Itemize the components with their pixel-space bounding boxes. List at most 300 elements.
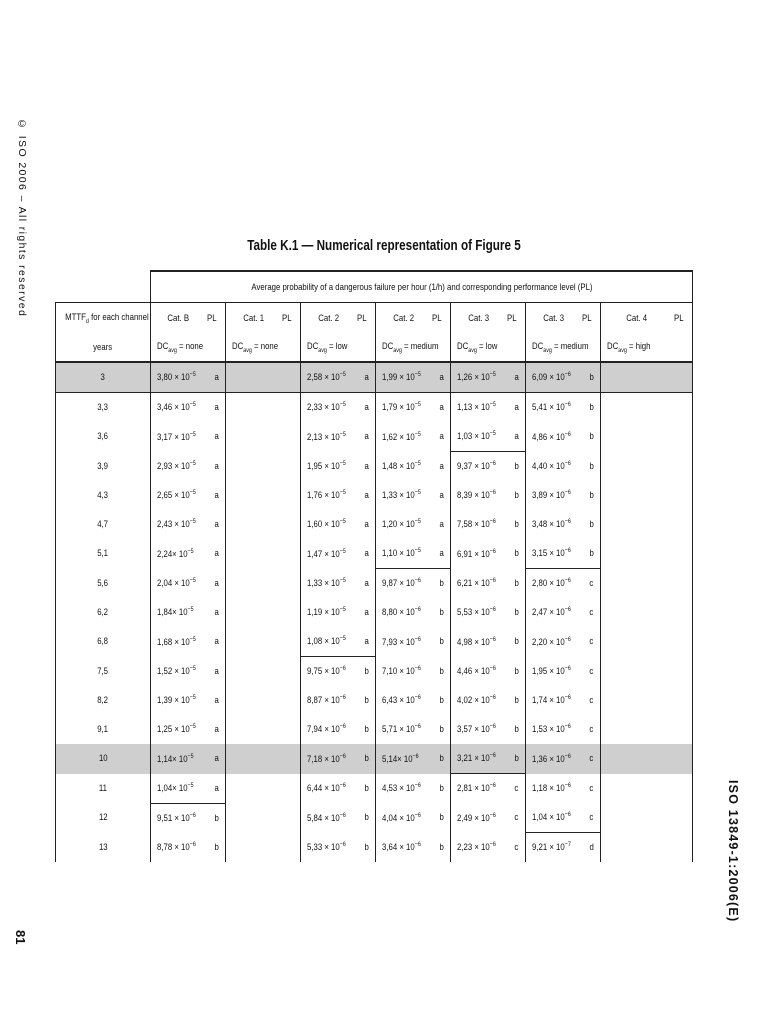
pfh-value: $3,48 \times 10^{-6}$ <box>526 510 581 539</box>
pl-value <box>673 510 693 539</box>
pfh-value <box>226 481 281 510</box>
pfh-value: $1,20 \times 10^{-5}$ <box>376 510 431 539</box>
pl-value: b <box>439 665 444 677</box>
mttf-value: 12 <box>56 803 151 833</box>
pl-value: b <box>439 636 444 648</box>
pfh-value <box>601 598 673 627</box>
pfh-value: $1,19 \times 10^{-5}$ <box>301 598 356 627</box>
pfh-value: $1,03 \times 10^{-5}$ <box>451 422 506 452</box>
table-row <box>56 510 693 539</box>
table-row <box>56 657 693 687</box>
pfh-value <box>226 539 281 569</box>
pfh-value <box>226 803 281 833</box>
pl-value: d <box>581 833 601 863</box>
pl-value <box>281 657 301 687</box>
pl-value: b <box>356 657 376 687</box>
pl-value: b <box>514 519 519 530</box>
pfh-value: $1,76 \times 10^{-5}$ <box>301 481 356 510</box>
pl-header: PL <box>356 303 376 334</box>
pfh-table <box>55 270 693 862</box>
pl-value: a <box>439 519 444 530</box>
category-header: Cat. B <box>151 303 206 334</box>
dc-header: $DC_{avg}$ = medium <box>526 333 601 362</box>
pl-value: b <box>214 841 219 853</box>
table-row <box>56 393 693 423</box>
pl-value <box>281 452 301 482</box>
pl-value <box>673 744 693 774</box>
pl-value <box>281 627 301 657</box>
pl-value <box>673 686 693 715</box>
pl-value: a <box>206 393 226 423</box>
pfh-value <box>226 393 281 423</box>
pl-value: a <box>439 490 444 501</box>
pfh-value: $5,71 \times 10^{-6}$ <box>376 715 431 744</box>
pfh-value: $1,53 \times 10^{-6}$ <box>526 715 581 744</box>
pl-value: b <box>439 812 444 824</box>
pl-value: b <box>364 724 369 735</box>
pl-value: b <box>514 665 519 677</box>
pfh-value <box>601 803 673 833</box>
pl-value: a <box>214 695 219 706</box>
pfh-value: $9,87 \times 10^{-6}$ <box>376 569 431 599</box>
header-span-cell: Average probability of a dangerous failure per hour (1/h) and corresponding performance level (PL) <box>151 271 693 303</box>
pfh-value: $1,25 \times 10^{-5}$ <box>151 715 206 744</box>
pl-value: a <box>506 362 526 393</box>
pl-value: c <box>589 724 594 735</box>
pl-value: a <box>356 362 376 393</box>
pl-header: PL <box>673 303 693 334</box>
pfh-value: $7,58 \times 10^{-6}$ <box>451 510 506 539</box>
pfh-value <box>601 657 673 687</box>
pl-value: b <box>514 607 519 618</box>
pl-value <box>673 569 693 599</box>
pl-value: b <box>514 577 519 589</box>
table-body <box>56 362 693 862</box>
pfh-value <box>601 627 673 657</box>
pl-value <box>281 393 301 423</box>
pl-value: b <box>439 695 444 706</box>
pfh-value: $1,95 \times 10^{-6}$ <box>526 657 581 687</box>
pl-value: a <box>431 393 451 423</box>
pfh-value: $3,80 \times 10^{-5}$ <box>151 362 206 393</box>
pl-value: a <box>214 724 219 735</box>
pl-value: a <box>364 431 369 443</box>
pl-value: a <box>364 519 369 530</box>
page-number: 81 <box>13 930 28 945</box>
table-row <box>56 774 693 804</box>
pfh-value: $3,46 \times 10^{-5}$ <box>151 393 206 423</box>
pl-value: b <box>356 744 376 774</box>
pfh-value: $1,68 \times 10^{-5}$ <box>151 627 206 657</box>
pl-value: b <box>206 803 226 833</box>
pfh-value: $4,98 \times 10^{-6}$ <box>451 627 506 657</box>
category-header: Cat. 3 <box>451 303 506 334</box>
mttf-value: 5,6 <box>56 569 151 599</box>
pl-value: c <box>514 812 519 824</box>
pfh-value <box>226 569 281 599</box>
pl-value: b <box>364 782 369 794</box>
pl-value: a <box>431 362 451 393</box>
pl-value: b <box>439 724 444 735</box>
pl-value <box>281 803 301 833</box>
pfh-value <box>226 744 281 774</box>
pfh-value: $1,99 \times 10^{-5}$ <box>376 362 431 393</box>
table-row <box>56 686 693 715</box>
table-row <box>56 569 693 599</box>
pfh-value <box>601 833 673 863</box>
header-category-row <box>56 303 693 334</box>
pfh-value <box>601 393 673 423</box>
pl-value <box>673 803 693 833</box>
mttf-value: 10 <box>56 744 151 774</box>
category-header: Cat. 3 <box>526 303 581 334</box>
pfh-value: $1,39 \times 10^{-5}$ <box>151 686 206 715</box>
pfh-value: $1,26 \times 10^{-5}$ <box>451 362 506 393</box>
pl-header: PL <box>581 303 601 334</box>
pfh-value: $1,84\times 10^{-5}$ <box>151 598 206 627</box>
pfh-value: $1,62 \times 10^{-5}$ <box>376 422 431 452</box>
copyright-side-text: © ISO 2006 – All rights reserved <box>16 118 28 318</box>
pfh-value: $1,04 \times 10^{-6}$ <box>526 803 581 833</box>
pl-header: PL <box>506 303 526 334</box>
pfh-value: $2,80 \times 10^{-6}$ <box>526 569 581 599</box>
pfh-value: $2,24\times 10^{-5}$ <box>151 539 206 569</box>
pl-value <box>281 569 301 599</box>
pfh-value: $8,80 \times 10^{-6}$ <box>376 598 431 627</box>
pl-value: a <box>506 393 526 423</box>
table-row <box>56 803 693 833</box>
pl-value: b <box>589 490 594 501</box>
pfh-value <box>601 481 673 510</box>
pfh-value: $5,33 \times 10^{-6}$ <box>301 833 356 863</box>
pfh-value: $6,43 \times 10^{-6}$ <box>376 686 431 715</box>
pfh-value: $9,21 \times 10^{-7}$ <box>526 833 581 863</box>
category-header: Cat. 1 <box>226 303 281 334</box>
pl-value <box>281 833 301 863</box>
table-row <box>56 362 693 393</box>
pfh-value: $5,14\times 10^{-6}$ <box>376 744 431 774</box>
pfh-value: $2,33 \times 10^{-5}$ <box>301 393 356 423</box>
pl-value: a <box>364 548 369 560</box>
pl-value <box>281 422 301 452</box>
table-title: Table K.1 — Numerical representation of Figure 5 <box>247 237 521 254</box>
pfh-value: $1,18 \times 10^{-6}$ <box>526 774 581 804</box>
pl-header: PL <box>206 303 226 334</box>
pl-value: b <box>514 695 519 706</box>
header-dc-row <box>56 333 693 362</box>
pfh-value <box>601 422 673 452</box>
pfh-value: $1,95 \times 10^{-5}$ <box>301 452 356 482</box>
pfh-value: $3,17 \times 10^{-5}$ <box>151 422 206 452</box>
pfh-value <box>226 657 281 687</box>
pfh-value <box>601 744 673 774</box>
pfh-value: $2,23 \times 10^{-6}$ <box>451 833 506 863</box>
pfh-value <box>601 569 673 599</box>
pl-value <box>673 833 693 863</box>
pl-value: b <box>589 431 594 443</box>
pfh-value <box>226 686 281 715</box>
pfh-value <box>226 774 281 804</box>
pl-value <box>281 774 301 804</box>
pfh-value: $1,74 \times 10^{-6}$ <box>526 686 581 715</box>
pl-value: b <box>514 636 519 648</box>
pfh-value <box>601 539 673 569</box>
pfh-value: $9,37 \times 10^{-6}$ <box>451 452 506 482</box>
pl-value: a <box>214 519 219 530</box>
pl-value: a <box>214 431 219 443</box>
pl-value: a <box>214 548 219 560</box>
pl-value: a <box>439 460 444 472</box>
pl-value: c <box>581 569 601 599</box>
pl-value: b <box>364 812 369 824</box>
pl-value <box>673 393 693 423</box>
pl-value: a <box>356 393 376 423</box>
years-header: years <box>56 333 151 362</box>
pl-value: a <box>214 460 219 472</box>
pl-value: b <box>506 744 526 774</box>
pl-value: b <box>439 841 444 853</box>
table-row <box>56 715 693 744</box>
pl-value: a <box>214 665 219 677</box>
category-header: Cat. 4 <box>601 303 673 334</box>
pfh-value: $9,75 \times 10^{-6}$ <box>301 657 356 687</box>
dc-header: $DC_{avg}$ = low <box>451 333 526 362</box>
pfh-value <box>226 510 281 539</box>
pfh-value: $4,40 \times 10^{-6}$ <box>526 452 581 482</box>
pfh-value: $2,81 \times 10^{-6}$ <box>451 774 506 804</box>
pl-value: b <box>581 393 601 423</box>
pl-value: b <box>514 724 519 735</box>
pfh-value: $1,48 \times 10^{-5}$ <box>376 452 431 482</box>
pfh-value <box>226 715 281 744</box>
pfh-value: $7,10 \times 10^{-6}$ <box>376 657 431 687</box>
pl-value: b <box>439 782 444 794</box>
pfh-value: $1,79 \times 10^{-5}$ <box>376 393 431 423</box>
mttf-value: 3,6 <box>56 422 151 452</box>
pl-value <box>281 539 301 569</box>
pfh-value: $1,04\times 10^{-5}$ <box>151 774 206 804</box>
pfh-value <box>226 422 281 452</box>
pl-value <box>281 686 301 715</box>
pfh-value: $4,02 \times 10^{-6}$ <box>451 686 506 715</box>
pl-value <box>673 715 693 744</box>
pfh-value: $2,04 \times 10^{-5}$ <box>151 569 206 599</box>
pl-value: a <box>364 460 369 472</box>
pfh-value: $6,91 \times 10^{-6}$ <box>451 539 506 569</box>
pl-value: a <box>364 636 369 647</box>
dc-header: $DC_{avg}$ = high <box>601 333 693 362</box>
pfh-value <box>226 362 281 393</box>
pl-value: b <box>589 519 594 530</box>
pfh-value: $4,04 \times 10^{-6}$ <box>376 803 431 833</box>
pl-value: b <box>439 607 444 618</box>
mttf-value: 8,2 <box>56 686 151 715</box>
pfh-value: $3,89 \times 10^{-6}$ <box>526 481 581 510</box>
pfh-value: $1,47 \times 10^{-5}$ <box>301 539 356 569</box>
pfh-value: $3,15 \times 10^{-6}$ <box>526 539 581 569</box>
pl-value: a <box>214 782 219 794</box>
pl-value <box>673 422 693 452</box>
pl-value: c <box>514 841 519 853</box>
pl-value: a <box>364 607 369 618</box>
pfh-value: $2,49 \times 10^{-6}$ <box>451 803 506 833</box>
pl-value <box>673 539 693 569</box>
pl-value <box>673 627 693 657</box>
pl-value: b <box>364 695 369 706</box>
mttf-value: 5,1 <box>56 539 151 569</box>
pl-value <box>281 362 301 393</box>
pfh-value: $5,84 \times 10^{-6}$ <box>301 803 356 833</box>
table-row <box>56 627 693 657</box>
pfh-value <box>601 715 673 744</box>
pfh-value <box>226 627 281 657</box>
table-row <box>56 452 693 482</box>
pl-value: b <box>431 744 451 774</box>
pl-value: a <box>214 636 219 648</box>
pfh-value: $1,13 \times 10^{-5}$ <box>451 393 506 423</box>
pl-value: a <box>214 490 219 501</box>
pfh-value: $8,78 \times 10^{-6}$ <box>151 833 206 863</box>
document-code: ISO 13849-1:2006(E) <box>726 780 740 923</box>
pl-value: c <box>506 774 526 804</box>
pfh-value: $6,09 \times 10^{-6}$ <box>526 362 581 393</box>
pfh-value <box>601 510 673 539</box>
pl-value <box>281 510 301 539</box>
pl-value: a <box>439 431 444 443</box>
pfh-value <box>226 833 281 863</box>
pfh-value <box>226 452 281 482</box>
pl-value: b <box>364 841 369 853</box>
pfh-value: $9,51 \times 10^{-6}$ <box>151 803 206 833</box>
pfh-value: $3,57 \times 10^{-6}$ <box>451 715 506 744</box>
dc-header: $DC_{avg}$ = low <box>301 333 376 362</box>
pfh-value: $3,21 \times 10^{-6}$ <box>451 744 506 774</box>
pl-value: a <box>206 744 226 774</box>
pl-value <box>673 481 693 510</box>
dc-header: $DC_{avg}$ = medium <box>376 333 451 362</box>
pfh-value: $1,08 \times 10^{-5}$ <box>301 627 356 657</box>
table-row <box>56 598 693 627</box>
pl-value <box>673 657 693 687</box>
pl-value: a <box>364 577 369 589</box>
mttf-value: 7,5 <box>56 657 151 687</box>
pl-value: a <box>206 362 226 393</box>
pl-value: a <box>214 607 219 618</box>
pfh-value: $1,52 \times 10^{-5}$ <box>151 657 206 687</box>
mttf-value: 9,1 <box>56 715 151 744</box>
pl-value: b <box>589 460 594 472</box>
pfh-value: $5,41 \times 10^{-6}$ <box>526 393 581 423</box>
pfh-value <box>226 598 281 627</box>
pfh-value: $1,33 \times 10^{-5}$ <box>301 569 356 599</box>
pfh-value: $8,39 \times 10^{-6}$ <box>451 481 506 510</box>
pl-value: c <box>589 665 594 677</box>
pfh-value <box>601 774 673 804</box>
pl-value <box>281 598 301 627</box>
pl-value: b <box>514 490 519 501</box>
table-row <box>56 833 693 863</box>
pfh-value <box>601 362 673 393</box>
pl-value: c <box>589 636 594 648</box>
dc-header: $DC_{avg}$ = none <box>226 333 301 362</box>
pfh-value: $4,86 \times 10^{-6}$ <box>526 422 581 452</box>
pl-header: PL <box>281 303 301 334</box>
pfh-value: $8,87 \times 10^{-6}$ <box>301 686 356 715</box>
table-row <box>56 481 693 510</box>
pl-value <box>281 744 301 774</box>
pfh-value: $2,13 \times 10^{-5}$ <box>301 422 356 452</box>
pfh-value: $6,21 \times 10^{-6}$ <box>451 569 506 599</box>
pfh-value: $2,20 \times 10^{-6}$ <box>526 627 581 657</box>
pfh-value: $1,60 \times 10^{-5}$ <box>301 510 356 539</box>
pfh-value: $1,14\times 10^{-5}$ <box>151 744 206 774</box>
pl-value: b <box>431 569 451 599</box>
table-row <box>56 744 693 774</box>
pl-value: c <box>589 695 594 706</box>
pfh-value: $7,93 \times 10^{-6}$ <box>376 627 431 657</box>
header-span-row <box>56 271 693 303</box>
mttf-value: 6,2 <box>56 598 151 627</box>
pl-value: b <box>514 548 519 560</box>
pfh-value: $2,65 \times 10^{-5}$ <box>151 481 206 510</box>
pl-value: a <box>439 548 444 559</box>
pfh-value: $2,47 \times 10^{-6}$ <box>526 598 581 627</box>
pl-value <box>281 715 301 744</box>
pl-header: PL <box>431 303 451 334</box>
pfh-value: $2,93 \times 10^{-5}$ <box>151 452 206 482</box>
pl-value <box>673 598 693 627</box>
mttf-value: 13 <box>56 833 151 863</box>
pl-value: c <box>589 607 594 618</box>
table-row <box>56 539 693 569</box>
pl-value: b <box>581 362 601 393</box>
pfh-value: $7,94 \times 10^{-6}$ <box>301 715 356 744</box>
dc-header: $DC_{avg}$ = none <box>151 333 226 362</box>
pfh-value <box>601 686 673 715</box>
pfh-value: $4,53 \times 10^{-6}$ <box>376 774 431 804</box>
pfh-value: $1,36 \times 10^{-6}$ <box>526 744 581 774</box>
pl-value <box>281 481 301 510</box>
pfh-value: $2,43 \times 10^{-5}$ <box>151 510 206 539</box>
pfh-value: $5,53 \times 10^{-6}$ <box>451 598 506 627</box>
pl-value: c <box>589 812 594 823</box>
pl-value: a <box>214 577 219 589</box>
table-row <box>56 422 693 452</box>
pfh-value: $1,33 \times 10^{-5}$ <box>376 481 431 510</box>
mttf-value: 3,3 <box>56 393 151 423</box>
mttf-value: 11 <box>56 774 151 804</box>
mttf-value: 3 <box>56 362 151 393</box>
pfh-value <box>601 452 673 482</box>
pl-value: a <box>514 431 519 442</box>
mttf-value: 4,3 <box>56 481 151 510</box>
mttf-header: $MTTF_d$ for each channel <box>56 303 151 334</box>
pfh-value: $4,46 \times 10^{-6}$ <box>451 657 506 687</box>
pfh-value: $2,58 \times 10^{-5}$ <box>301 362 356 393</box>
pl-value <box>673 774 693 804</box>
pl-value: c <box>581 744 601 774</box>
pl-value <box>673 452 693 482</box>
pfh-value: $3,64 \times 10^{-6}$ <box>376 833 431 863</box>
pl-value <box>673 362 693 393</box>
pfh-value: $6,44 \times 10^{-6}$ <box>301 774 356 804</box>
pfh-value: $1,10 \times 10^{-5}$ <box>376 539 431 569</box>
pl-value: a <box>364 490 369 501</box>
mttf-value: 4,7 <box>56 510 151 539</box>
category-header: Cat. 2 <box>376 303 431 334</box>
pl-value: b <box>506 452 526 482</box>
pl-value: b <box>589 548 594 559</box>
